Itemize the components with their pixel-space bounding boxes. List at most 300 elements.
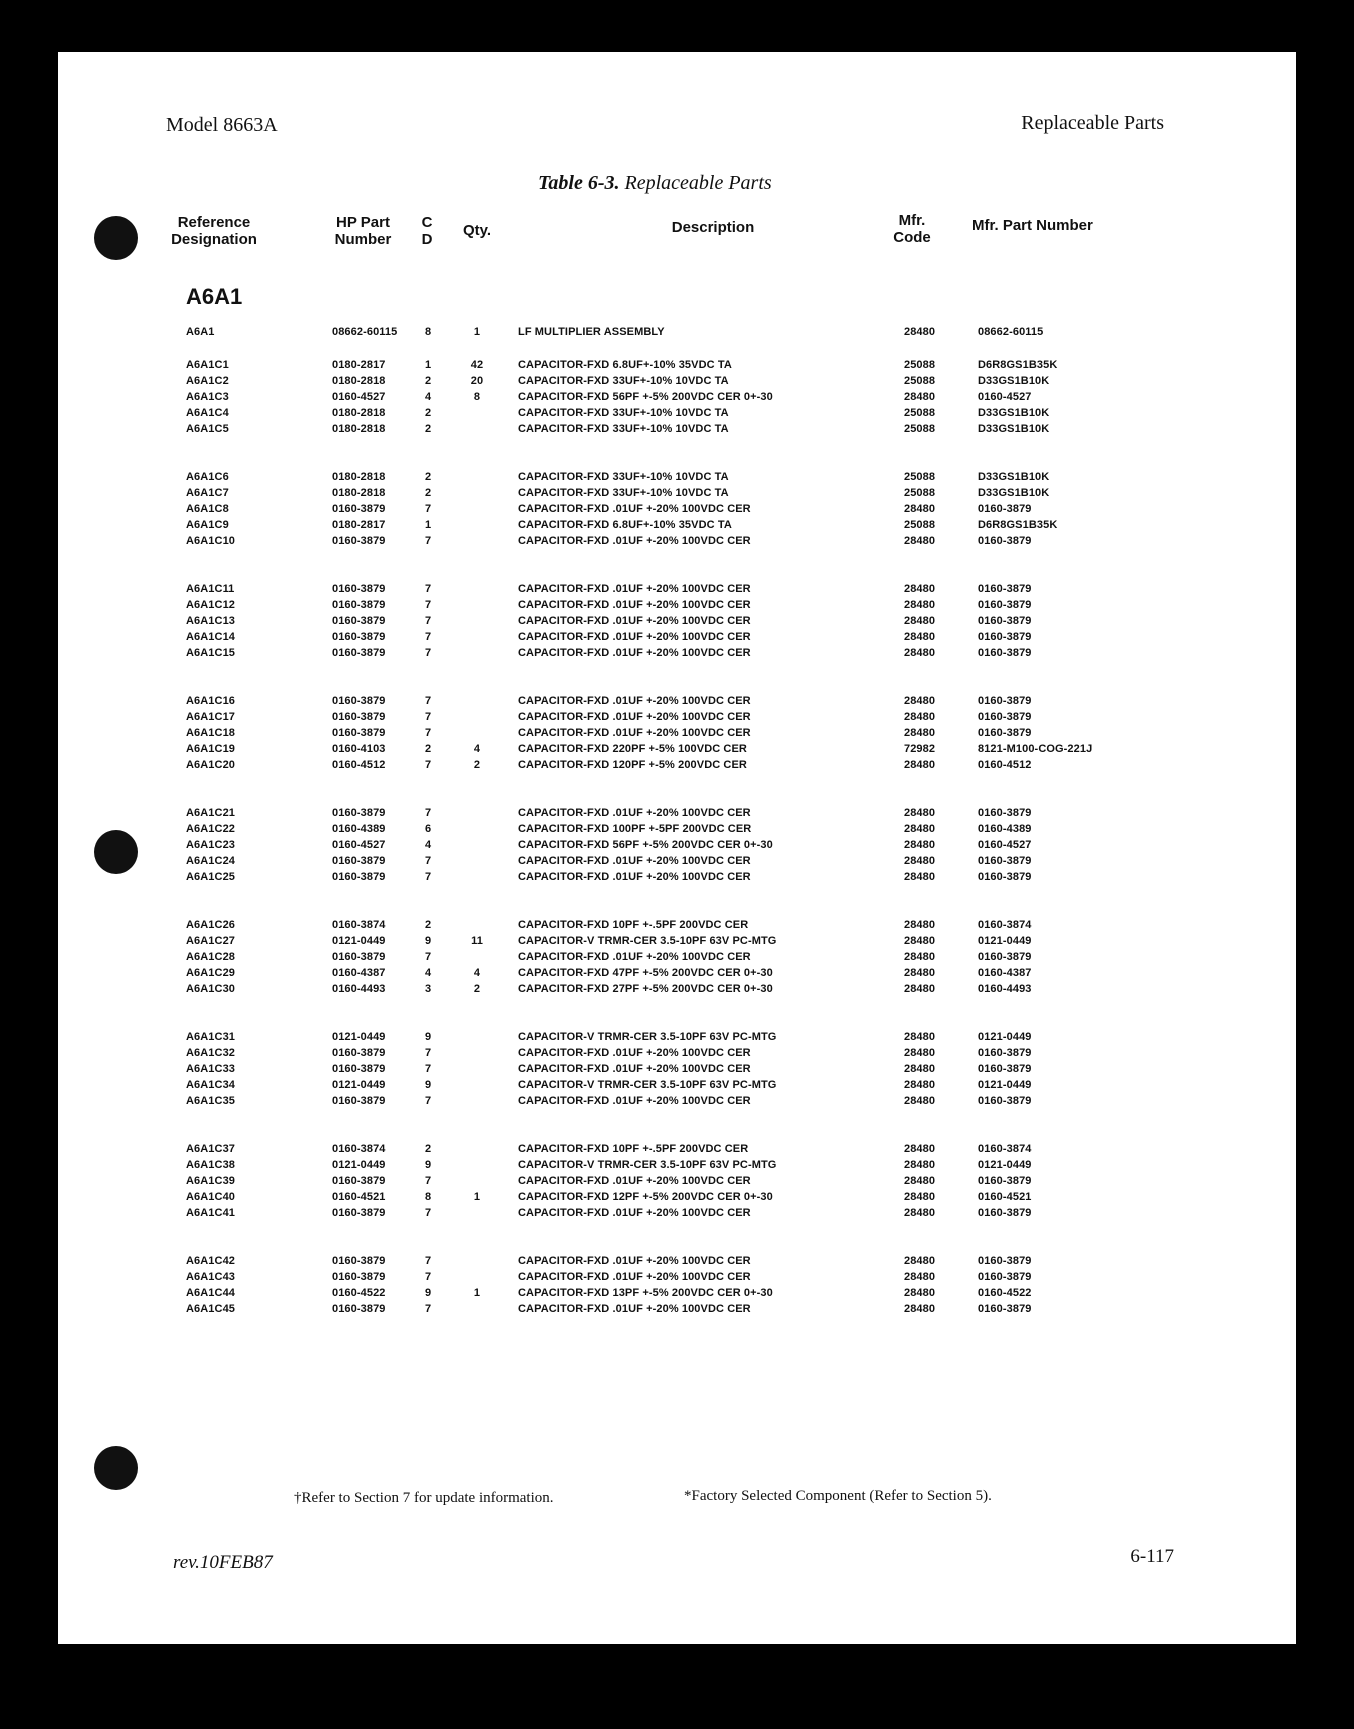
mfr-part-number: 0160-4387: [978, 967, 1032, 979]
hp-part-number: 0160-3879: [332, 535, 386, 547]
hp-part-number: 0121-0449: [332, 1079, 386, 1091]
description: CAPACITOR-FXD .01UF +-20% 100VDC CER: [518, 855, 751, 867]
footnote-update: †Refer to Section 7 for update information.: [294, 1490, 554, 1506]
hp-part-number: 0160-4387: [332, 967, 386, 979]
mfr-part-number: 0160-4493: [978, 983, 1032, 995]
mfr-part-number: 0160-3874: [978, 1143, 1032, 1155]
hp-part-number: 0180-2817: [332, 359, 386, 371]
table-row: [58, 581, 1296, 597]
cd-digit: 2: [425, 407, 432, 419]
hp-part-number: 0180-2818: [332, 407, 386, 419]
ref-designation: A6A1C2: [186, 375, 229, 387]
table-row: [58, 917, 1296, 933]
cd-digit: 7: [425, 855, 432, 867]
mfr-part-number: 0160-3879: [978, 583, 1032, 595]
binder-hole: [94, 216, 138, 260]
ref-designation: A6A1C13: [186, 615, 236, 627]
mfr-code: 28480: [904, 1159, 936, 1171]
col-header-cd: C D: [421, 214, 433, 248]
mfr-code: 25088: [904, 423, 936, 435]
mfr-part-number: 0160-3874: [978, 919, 1032, 931]
mfr-code: 28480: [904, 983, 936, 995]
table-row: [58, 1141, 1296, 1157]
mfr-part-number: 0160-4527: [978, 839, 1032, 851]
mfr-code: 28480: [904, 711, 936, 723]
mfr-code: 28480: [904, 967, 936, 979]
mfr-code: 25088: [904, 375, 936, 387]
mfr-code: 28480: [904, 535, 936, 547]
model-header: Model 8663A: [166, 114, 278, 136]
ref-designation: A6A1C26: [186, 919, 236, 931]
mfr-code: 28480: [904, 1095, 936, 1107]
description: CAPACITOR-FXD .01UF +-20% 100VDC CER: [518, 599, 751, 611]
mfr-part-number: 0121-0449: [978, 1031, 1032, 1043]
cd-digit: 7: [425, 1175, 432, 1187]
qty: 4: [473, 967, 481, 979]
table-title: Table 6-3. Replaceable Parts: [538, 172, 772, 194]
description: CAPACITOR-FXD 27PF +-5% 200VDC CER 0+-30: [518, 983, 773, 995]
hp-part-number: 0160-3879: [332, 1175, 386, 1187]
hp-part-number: 0160-3879: [332, 583, 386, 595]
qty: 1: [473, 1191, 481, 1203]
mfr-part-number: D33GS1B10K: [978, 423, 1050, 435]
mfr-code: 28480: [904, 631, 936, 643]
binder-hole: [94, 1446, 138, 1490]
hp-part-number: 0160-3874: [332, 919, 386, 931]
table-row: [58, 853, 1296, 869]
mfr-part-number: 0160-3879: [978, 1255, 1032, 1267]
table-row: [58, 965, 1296, 981]
table-row: [58, 1061, 1296, 1077]
mfr-code: 28480: [904, 807, 936, 819]
table-row: [58, 1157, 1296, 1173]
ref-designation: A6A1C42: [186, 1255, 236, 1267]
table-row: [58, 709, 1296, 725]
mfr-code: 28480: [904, 599, 936, 611]
cd-digit: 2: [425, 487, 432, 499]
ref-designation: A6A1C38: [186, 1159, 236, 1171]
revision-date: rev.10FEB87: [173, 1552, 273, 1573]
description: CAPACITOR-FXD .01UF +-20% 100VDC CER: [518, 1303, 751, 1315]
table-row: [58, 821, 1296, 837]
hp-part-number: 0160-3879: [332, 1255, 386, 1267]
mfr-part-number: 0160-3879: [978, 871, 1032, 883]
col-header-ref: Reference Designation: [171, 214, 257, 248]
hp-part-number: 0160-4522: [332, 1287, 386, 1299]
cd-digit: 2: [425, 471, 432, 483]
hp-part-number: 0160-4521: [332, 1191, 386, 1203]
mfr-part-number: 0160-3879: [978, 1095, 1032, 1107]
mfr-part-number: 0160-3879: [978, 1303, 1032, 1315]
hp-part-number: 08662-60115: [332, 326, 398, 338]
ref-designation: A6A1C14: [186, 631, 236, 643]
cd-digit: 7: [425, 1063, 432, 1075]
hp-part-number: 0121-0449: [332, 1159, 386, 1171]
table-row: [58, 1093, 1296, 1109]
cd-digit: 2: [425, 919, 432, 931]
ref-designation: A6A1C18: [186, 727, 236, 739]
ref-designation: A6A1C20: [186, 759, 236, 771]
description: CAPACITOR-FXD .01UF +-20% 100VDC CER: [518, 695, 751, 707]
ref-designation: A6A1C40: [186, 1191, 236, 1203]
cd-digit: 7: [425, 647, 432, 659]
qty: 20: [470, 375, 484, 387]
description: CAPACITOR-FXD 47PF +-5% 200VDC CER 0+-30: [518, 967, 773, 979]
cd-digit: 7: [425, 759, 432, 771]
mfr-code: 28480: [904, 871, 936, 883]
mfr-part-number: 0160-4389: [978, 823, 1032, 835]
qty: 1: [473, 1287, 481, 1299]
mfr-part-number: 0160-3879: [978, 647, 1032, 659]
table-row: [58, 693, 1296, 709]
hp-part-number: 0121-0449: [332, 935, 386, 947]
col-header-qty: Qty.: [462, 222, 492, 239]
description: CAPACITOR-FXD .01UF +-20% 100VDC CER: [518, 1175, 751, 1187]
description: CAPACITOR-FXD .01UF +-20% 100VDC CER: [518, 503, 751, 515]
mfr-part-number: 0160-3879: [978, 615, 1032, 627]
mfr-code: 28480: [904, 1287, 936, 1299]
mfr-code: 28480: [904, 919, 936, 931]
table-row: [58, 1285, 1296, 1301]
cd-digit: 7: [425, 615, 432, 627]
hp-part-number: 0160-4512: [332, 759, 386, 771]
col-header-desc: Description: [671, 219, 755, 236]
hp-part-number: 0121-0449: [332, 1031, 386, 1043]
ref-designation: A6A1C5: [186, 423, 229, 435]
description: CAPACITOR-V TRMR-CER 3.5-10PF 63V PC-MTG: [518, 1031, 777, 1043]
cd-digit: 1: [425, 519, 432, 531]
qty: 42: [470, 359, 484, 371]
mfr-code: 28480: [904, 727, 936, 739]
ref-designation: A6A1C15: [186, 647, 236, 659]
hp-part-number: 0160-3879: [332, 871, 386, 883]
cd-digit: 7: [425, 1255, 432, 1267]
mfr-part-number: 0160-3879: [978, 951, 1032, 963]
table-row: [58, 389, 1296, 405]
hp-part-number: 0160-3879: [332, 711, 386, 723]
mfr-code: 28480: [904, 1079, 936, 1091]
ref-designation: A6A1C34: [186, 1079, 236, 1091]
ref-designation: A6A1C4: [186, 407, 229, 419]
mfr-code: 25088: [904, 487, 936, 499]
hp-part-number: 0160-3879: [332, 1095, 386, 1107]
description: CAPACITOR-V TRMR-CER 3.5-10PF 63V PC-MTG: [518, 1159, 777, 1171]
cd-digit: 1: [425, 359, 432, 371]
cd-digit: 7: [425, 631, 432, 643]
table-row: [58, 805, 1296, 821]
ref-designation: A6A1C32: [186, 1047, 236, 1059]
ref-designation: A6A1C3: [186, 391, 229, 403]
table-row: [58, 1189, 1296, 1205]
mfr-part-number: 0160-3879: [978, 1175, 1032, 1187]
table-row: [58, 324, 1296, 340]
ref-designation: A6A1C28: [186, 951, 236, 963]
mfr-part-number: D33GS1B10K: [978, 407, 1050, 419]
table-row: [58, 981, 1296, 997]
description: CAPACITOR-FXD .01UF +-20% 100VDC CER: [518, 647, 751, 659]
footnote-factory: *Factory Selected Component (Refer to Section 5).: [684, 1488, 992, 1504]
table-row: [58, 421, 1296, 437]
ref-designation: A6A1C45: [186, 1303, 236, 1315]
mfr-part-number: 0160-3879: [978, 711, 1032, 723]
ref-designation: A6A1C9: [186, 519, 229, 531]
description: CAPACITOR-FXD .01UF +-20% 100VDC CER: [518, 615, 751, 627]
description: CAPACITOR-FXD .01UF +-20% 100VDC CER: [518, 807, 751, 819]
description: CAPACITOR-V TRMR-CER 3.5-10PF 63V PC-MTG: [518, 1079, 777, 1091]
cd-digit: 7: [425, 807, 432, 819]
description: CAPACITOR-FXD 10PF +-.5PF 200VDC CER: [518, 919, 749, 931]
hp-part-number: 0160-3879: [332, 855, 386, 867]
cd-digit: 2: [425, 423, 432, 435]
ref-designation: A6A1C44: [186, 1287, 236, 1299]
ref-designation: A6A1C39: [186, 1175, 236, 1187]
ref-designation: A6A1C37: [186, 1143, 236, 1155]
mfr-code: 28480: [904, 695, 936, 707]
description: CAPACITOR-FXD 100PF +-5PF 200VDC CER: [518, 823, 752, 835]
mfr-part-number: 0160-4512: [978, 759, 1032, 771]
document-page: [58, 52, 1296, 1644]
ref-designation: A6A1C16: [186, 695, 236, 707]
cd-digit: 7: [425, 1207, 432, 1219]
cd-digit: 7: [425, 711, 432, 723]
ref-designation: A6A1C24: [186, 855, 236, 867]
description: CAPACITOR-FXD .01UF +-20% 100VDC CER: [518, 711, 751, 723]
description: CAPACITOR-FXD .01UF +-20% 100VDC CER: [518, 1047, 751, 1059]
description: LF MULTIPLIER ASSEMBLY: [518, 326, 665, 338]
table-row: [58, 533, 1296, 549]
hp-part-number: 0160-4389: [332, 823, 386, 835]
col-header-mfr: Mfr. Part Number: [972, 217, 1093, 234]
mfr-code: 28480: [904, 823, 936, 835]
ref-designation: A6A1C23: [186, 839, 236, 851]
cd-digit: 7: [425, 535, 432, 547]
description: CAPACITOR-FXD .01UF +-20% 100VDC CER: [518, 631, 751, 643]
cd-digit: 6: [425, 823, 432, 835]
hp-part-number: 0180-2818: [332, 487, 386, 499]
mfr-part-number: 0160-4521: [978, 1191, 1032, 1203]
table-row: [58, 949, 1296, 965]
ref-designation: A6A1C12: [186, 599, 236, 611]
cd-digit: 7: [425, 1047, 432, 1059]
mfr-part-number: 0160-3879: [978, 807, 1032, 819]
table-row: [58, 1205, 1296, 1221]
col-header-hp: HP Part Number: [334, 214, 392, 248]
mfr-part-number: 0160-3879: [978, 1207, 1032, 1219]
cd-digit: 7: [425, 1303, 432, 1315]
ref-designation: A6A1C8: [186, 503, 229, 515]
hp-part-number: 0160-4103: [332, 743, 386, 755]
description: CAPACITOR-FXD 56PF +-5% 200VDC CER 0+-30: [518, 839, 773, 851]
description: CAPACITOR-FXD 12PF +-5% 200VDC CER 0+-30: [518, 1191, 773, 1203]
mfr-part-number: 0160-3879: [978, 631, 1032, 643]
description: CAPACITOR-FXD 120PF +-5% 200VDC CER: [518, 759, 747, 771]
table-row: [58, 501, 1296, 517]
mfr-part-number: D6R8GS1B35K: [978, 359, 1058, 371]
cd-digit: 9: [425, 935, 432, 947]
cd-digit: 9: [425, 1159, 432, 1171]
table-row: [58, 757, 1296, 773]
description: CAPACITOR-FXD 33UF+-10% 10VDC TA: [518, 471, 729, 483]
mfr-code: 28480: [904, 391, 936, 403]
cd-digit: 7: [425, 871, 432, 883]
hp-part-number: 0160-4527: [332, 839, 386, 851]
mfr-part-number: D33GS1B10K: [978, 487, 1050, 499]
cd-digit: 4: [425, 391, 432, 403]
cd-digit: 9: [425, 1287, 432, 1299]
group-title: A6A1: [186, 284, 243, 309]
mfr-part-number: 0121-0449: [978, 1159, 1032, 1171]
ref-designation: A6A1C27: [186, 935, 236, 947]
hp-part-number: 0160-3879: [332, 1271, 386, 1283]
table-row: [58, 1045, 1296, 1061]
hp-part-number: 0160-3879: [332, 1047, 386, 1059]
qty: 8: [473, 391, 481, 403]
qty: 2: [473, 759, 481, 771]
cd-digit: 7: [425, 695, 432, 707]
table-row: [58, 725, 1296, 741]
page-number: 6-117: [1130, 1546, 1174, 1567]
table-row: [58, 933, 1296, 949]
mfr-part-number: 0121-0449: [978, 935, 1032, 947]
table-row: [58, 517, 1296, 533]
table-row: [58, 357, 1296, 373]
mfr-code: 28480: [904, 1303, 936, 1315]
mfr-code: 28480: [904, 503, 936, 515]
ref-designation: A6A1: [186, 326, 215, 338]
mfr-code: 25088: [904, 407, 936, 419]
description: CAPACITOR-FXD .01UF +-20% 100VDC CER: [518, 951, 751, 963]
hp-part-number: 0160-3879: [332, 695, 386, 707]
mfr-part-number: 0160-4522: [978, 1287, 1032, 1299]
description: CAPACITOR-FXD 220PF +-5% 100VDC CER: [518, 743, 747, 755]
mfr-part-number: 0160-3879: [978, 535, 1032, 547]
table-row: [58, 405, 1296, 421]
mfr-code: 28480: [904, 1047, 936, 1059]
table-row: [58, 645, 1296, 661]
mfr-code: 28480: [904, 1031, 936, 1043]
table-row: [58, 741, 1296, 757]
hp-part-number: 0160-3879: [332, 1063, 386, 1075]
ref-designation: A6A1C1: [186, 359, 229, 371]
mfr-part-number: 0160-3879: [978, 1047, 1032, 1059]
description: CAPACITOR-FXD 6.8UF+-10% 35VDC TA: [518, 519, 732, 531]
cd-digit: 7: [425, 503, 432, 515]
ref-designation: A6A1C19: [186, 743, 236, 755]
qty: 2: [473, 983, 481, 995]
mfr-code: 28480: [904, 855, 936, 867]
mfr-part-number: 0160-3879: [978, 855, 1032, 867]
table-row: [58, 1173, 1296, 1189]
table-row: [58, 469, 1296, 485]
ref-designation: A6A1C10: [186, 535, 236, 547]
hp-part-number: 0160-3879: [332, 727, 386, 739]
description: CAPACITOR-FXD 33UF+-10% 10VDC TA: [518, 375, 729, 387]
description: CAPACITOR-FXD .01UF +-20% 100VDC CER: [518, 535, 751, 547]
mfr-part-number: 08662-60115: [978, 326, 1044, 338]
mfr-code: 28480: [904, 1207, 936, 1219]
mfr-part-number: 0160-3879: [978, 1271, 1032, 1283]
hp-part-number: 0160-4493: [332, 983, 386, 995]
mfr-code: 28480: [904, 615, 936, 627]
ref-designation: A6A1C17: [186, 711, 236, 723]
description: CAPACITOR-FXD 10PF +-.5PF 200VDC CER: [518, 1143, 749, 1155]
hp-part-number: 0160-3879: [332, 1303, 386, 1315]
hp-part-number: 0180-2818: [332, 471, 386, 483]
mfr-part-number: 0160-4527: [978, 391, 1032, 403]
description: CAPACITOR-FXD .01UF +-20% 100VDC CER: [518, 1207, 751, 1219]
table-row: [58, 485, 1296, 501]
cd-digit: 3: [425, 983, 432, 995]
hp-part-number: 0160-3879: [332, 615, 386, 627]
cd-digit: 7: [425, 727, 432, 739]
mfr-code: 28480: [904, 1143, 936, 1155]
description: CAPACITOR-FXD .01UF +-20% 100VDC CER: [518, 1095, 751, 1107]
description: CAPACITOR-FXD 13PF +-5% 200VDC CER 0+-30: [518, 1287, 773, 1299]
table-row: [58, 597, 1296, 613]
cd-digit: 7: [425, 583, 432, 595]
mfr-code: 28480: [904, 1175, 936, 1187]
qty: 4: [473, 743, 481, 755]
mfr-code: 25088: [904, 359, 936, 371]
mfr-code: 28480: [904, 583, 936, 595]
description: CAPACITOR-FXD .01UF +-20% 100VDC CER: [518, 583, 751, 595]
hp-part-number: 0180-2818: [332, 375, 386, 387]
table-row: [58, 1301, 1296, 1317]
cd-digit: 4: [425, 967, 432, 979]
table-row: [58, 1029, 1296, 1045]
cd-digit: 4: [425, 839, 432, 851]
mfr-code: 28480: [904, 647, 936, 659]
mfr-part-number: 0160-3879: [978, 599, 1032, 611]
table-row: [58, 629, 1296, 645]
description: CAPACITOR-FXD .01UF +-20% 100VDC CER: [518, 727, 751, 739]
description: CAPACITOR-FXD 33UF+-10% 10VDC TA: [518, 407, 729, 419]
mfr-part-number: D6R8GS1B35K: [978, 519, 1058, 531]
ref-designation: A6A1C11: [186, 583, 235, 595]
cd-digit: 7: [425, 951, 432, 963]
col-header-code: Mfr. Code: [893, 212, 931, 246]
table-row: [58, 869, 1296, 885]
cd-digit: 2: [425, 375, 432, 387]
mfr-code: 72982: [904, 743, 936, 755]
table-row: [58, 1253, 1296, 1269]
hp-part-number: 0180-2817: [332, 519, 386, 531]
mfr-code: 28480: [904, 1271, 936, 1283]
mfr-code: 28480: [904, 951, 936, 963]
description: CAPACITOR-FXD .01UF +-20% 100VDC CER: [518, 871, 751, 883]
mfr-part-number: D33GS1B10K: [978, 471, 1050, 483]
cd-digit: 2: [425, 1143, 432, 1155]
hp-part-number: 0180-2818: [332, 423, 386, 435]
hp-part-number: 0160-3879: [332, 807, 386, 819]
cd-digit: 2: [425, 743, 432, 755]
ref-designation: A6A1C29: [186, 967, 236, 979]
table-row: [58, 373, 1296, 389]
description: CAPACITOR-FXD 6.8UF+-10% 35VDC TA: [518, 359, 732, 371]
mfr-code: 28480: [904, 326, 936, 338]
mfr-code: 25088: [904, 519, 936, 531]
description: CAPACITOR-FXD 33UF+-10% 10VDC TA: [518, 487, 729, 499]
table-row: [58, 1077, 1296, 1093]
ref-designation: A6A1C31: [186, 1031, 236, 1043]
mfr-part-number: 0160-3879: [978, 727, 1032, 739]
hp-part-number: 0160-3879: [332, 951, 386, 963]
mfr-part-number: 0160-3879: [978, 1063, 1032, 1075]
qty: 1: [473, 326, 481, 338]
description: CAPACITOR-FXD .01UF +-20% 100VDC CER: [518, 1063, 751, 1075]
hp-part-number: 0160-3879: [332, 1207, 386, 1219]
mfr-part-number: D33GS1B10K: [978, 375, 1050, 387]
